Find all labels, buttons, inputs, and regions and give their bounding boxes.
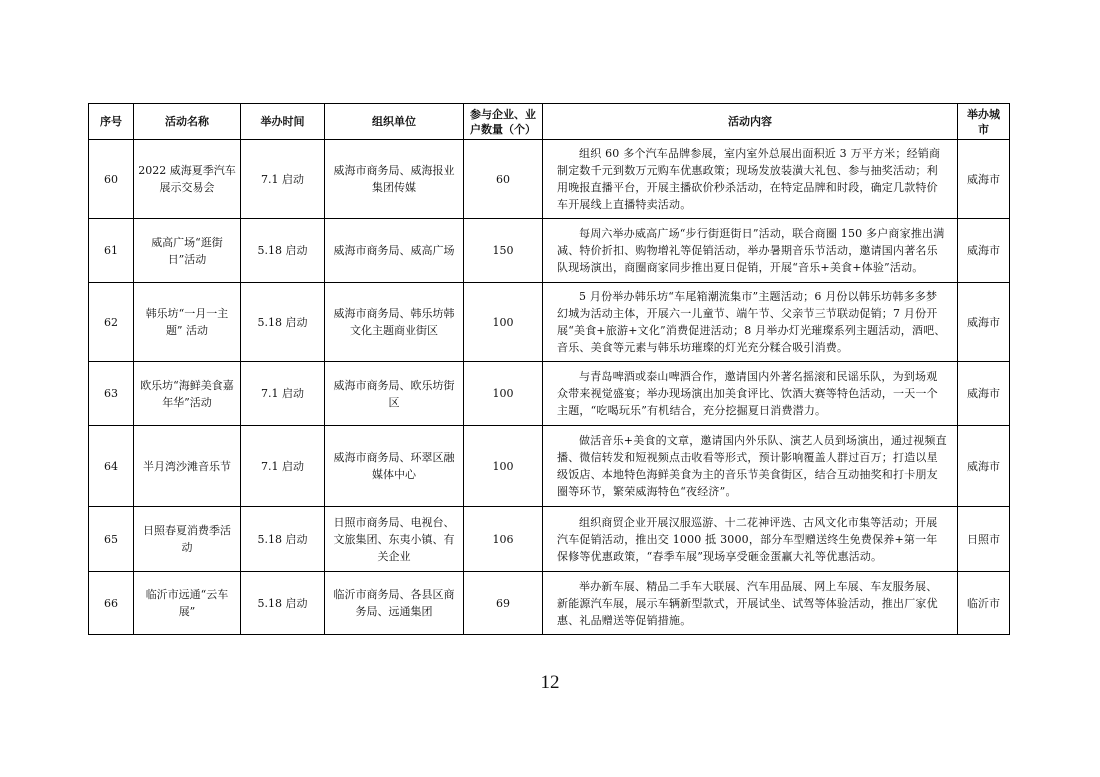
table-row xyxy=(89,426,1010,507)
table-row xyxy=(89,140,1010,219)
cell-seq: 62 xyxy=(89,283,134,362)
header-content: 活动内容 xyxy=(543,104,958,140)
cell-org: 日照市商务局、电视台、文旅集团、东夷小镇、有关企业 xyxy=(325,507,464,572)
table-row xyxy=(89,507,1010,572)
table-row xyxy=(89,362,1010,426)
cell-seq: 61 xyxy=(89,219,134,283)
cell-seq: 63 xyxy=(89,362,134,426)
cell-seq: 60 xyxy=(89,140,134,219)
cell-time: 7.1 启动 xyxy=(241,362,325,426)
header-org: 组织单位 xyxy=(325,104,464,140)
cell-content: 做活音乐+美食的文章，邀请国内外乐队、演艺人员到场演出，通过视频直播、微信转发和短视频点击收看等形式，预计影响覆盖人群过百万；打造以星级饭店、本地特色海鲜美食为主的音乐节美食街区，结合互动抽奖和打卡朋友圈等环节，繁荣威海特色“夜经济”。 xyxy=(543,426,958,507)
cell-content: 与青岛啤酒或泰山啤酒合作，邀请国内外著名摇滚和民谣乐队，为到场观众带来视觉盛宴；举办现场演出加美食评比、饮酒大赛等特色活动，一天一个主题，“吃喝玩乐”有机结合，充分挖掘夏日消费潜力。 xyxy=(543,362,958,426)
cell-name: 威高广场“逛街日”活动 xyxy=(134,219,241,283)
cell-city: 临沂市 xyxy=(958,572,1010,635)
cell-count: 106 xyxy=(464,507,543,572)
cell-org: 威海市商务局、环翠区融媒体中心 xyxy=(325,426,464,507)
cell-time: 5.18 启动 xyxy=(241,507,325,572)
cell-name: 2022 威海夏季汽车展示交易会 xyxy=(134,140,241,219)
cell-count: 100 xyxy=(464,426,543,507)
cell-city: 日照市 xyxy=(958,507,1010,572)
cell-name: 欧乐坊“海鲜美食嘉年华”活动 xyxy=(134,362,241,426)
page-number: 12 xyxy=(540,672,560,693)
cell-content: 组织 60 多个汽车品牌参展，室内室外总展出面积近 3 万平方米；经销商制定数千元到数万元购车优惠政策；现场发放装潢大礼包、参与抽奖活动；利用晚报直播平台，开展主播砍价秒杀活动，在特定品牌和时段，确定几款特价车开展线上直播特卖活动。 xyxy=(543,140,958,219)
cell-time: 5.18 启动 xyxy=(241,572,325,635)
table-header-row xyxy=(89,104,1010,140)
cell-city: 威海市 xyxy=(958,140,1010,219)
cell-count: 100 xyxy=(464,283,543,362)
cell-name: 临沂市远通“云车展” xyxy=(134,572,241,635)
cell-content: 5 月份举办韩乐坊“车尾箱潮流集市”主题活动；6 月份以韩乐坊韩多多梦幻城为活动主体，开展六一儿童节、端午节、父亲节三节联动促销；7 月份开展“美食+旅游+文化”消费促进活动；8 月举办灯光璀璨系列主题活动，酒吧、音乐、美食等元素与韩乐坊璀璨的灯光充分糅合吸引消费。 xyxy=(543,283,958,362)
cell-org: 威海市商务局、欧乐坊街区 xyxy=(325,362,464,426)
header-name: 活动名称 xyxy=(134,104,241,140)
cell-org: 威海市商务局、韩乐坊韩文化主题商业街区 xyxy=(325,283,464,362)
cell-time: 7.1 启动 xyxy=(241,426,325,507)
cell-time: 5.18 启动 xyxy=(241,283,325,362)
cell-time: 5.18 启动 xyxy=(241,219,325,283)
table-row xyxy=(89,283,1010,362)
cell-content: 每周六举办威高广场“步行街逛街日”活动，联合商圈 150 多户商家推出满减、特价折扣、购物增礼等促销活动，举办暑期音乐节活动，邀请国内著名乐队现场演出，商圈商家同步推出夏日促销，开展“音乐+美食+体验”活动。 xyxy=(543,219,958,283)
header-count: 参与企业、业户数量（个） xyxy=(464,104,543,140)
cell-city: 威海市 xyxy=(958,426,1010,507)
cell-seq: 65 xyxy=(89,507,134,572)
cell-name: 半月湾沙滩音乐节 xyxy=(134,426,241,507)
cell-org: 威海市商务局、威高广场 xyxy=(325,219,464,283)
header-seq: 序号 xyxy=(89,104,134,140)
header-time: 举办时间 xyxy=(241,104,325,140)
cell-org: 威海市商务局、威海报业集团传媒 xyxy=(325,140,464,219)
cell-count: 100 xyxy=(464,362,543,426)
header-city: 举办城市 xyxy=(958,104,1010,140)
cell-city: 威海市 xyxy=(958,362,1010,426)
cell-time: 7.1 启动 xyxy=(241,140,325,219)
table-row xyxy=(89,219,1010,283)
cell-seq: 64 xyxy=(89,426,134,507)
cell-count: 69 xyxy=(464,572,543,635)
cell-count: 150 xyxy=(464,219,543,283)
cell-count: 60 xyxy=(464,140,543,219)
cell-content: 举办新车展、精品二手车大联展、汽车用品展、网上车展、车友服务展、新能源汽车展，展示车辆新型款式，开展试坐、试驾等体验活动，推出厂家优惠、礼品赠送等促销措施。 xyxy=(543,572,958,635)
cell-content: 组织商贸企业开展汉服巡游、十二花神评选、古风文化市集等活动；开展汽车促销活动，推出交 1000 抵 3000，部分车型赠送终生免费保养+第一年保修等优惠政策，“春季车展”现场享受砸金蛋赢大礼等优惠活动。 xyxy=(543,507,958,572)
table-row xyxy=(89,572,1010,635)
cell-seq: 66 xyxy=(89,572,134,635)
cell-city: 威海市 xyxy=(958,219,1010,283)
cell-name: 日照春夏消费季活动 xyxy=(134,507,241,572)
cell-name: 韩乐坊“一月一主题” 活动 xyxy=(134,283,241,362)
cell-org: 临沂市商务局、各县区商务局、远通集团 xyxy=(325,572,464,635)
events-table xyxy=(88,103,1010,635)
cell-city: 威海市 xyxy=(958,283,1010,362)
